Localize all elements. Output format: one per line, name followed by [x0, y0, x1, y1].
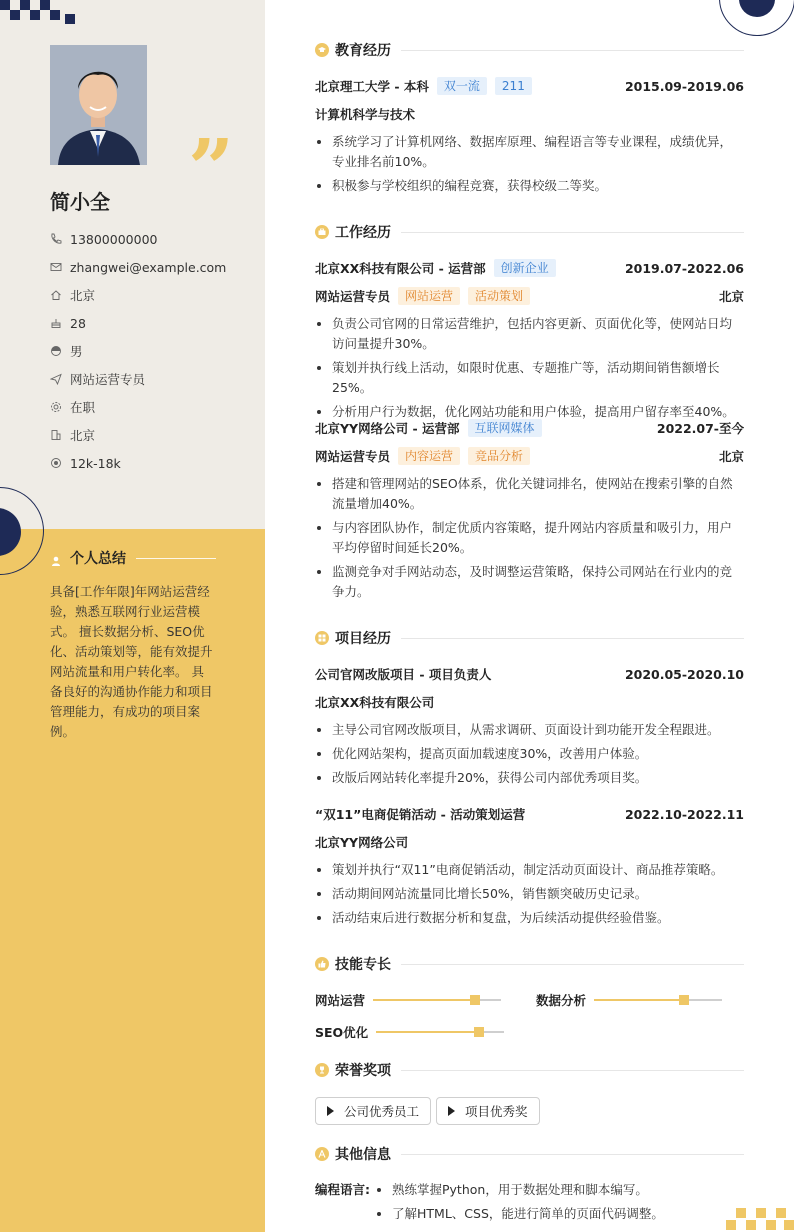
summary-divider: [136, 558, 216, 559]
awards-section-header: [315, 1060, 744, 1080]
summary-text: 具备[工作年限]年网站运营经验，熟悉互联网行业运营模式。 擅长数据分析、SEO优化、活动策划等，能有效提升网站流量和用户转化率。 具备良好的沟通协作能力和项目管理能力，有成功的项目案例。: [50, 584, 213, 739]
info-age: [50, 309, 226, 337]
list-item: 主导公司官网改版项目，从需求调研、页面设计到功能开发全程跟进。: [315, 720, 744, 740]
skill-name: SEO优化: [315, 1025, 369, 1040]
job-role-row: [315, 286, 744, 306]
school-tag: 双一流: [437, 77, 487, 95]
info-target-city: [50, 421, 226, 449]
info-a-icon: [315, 1147, 329, 1161]
job-role-row: [315, 446, 744, 466]
education-divider: [401, 50, 744, 51]
skill-name: 数据分析: [536, 993, 587, 1008]
projects-title: 项目经历: [335, 631, 391, 647]
project-name: 公司官网改版项目 - 项目负责人: [315, 667, 492, 682]
work-divider: [401, 232, 744, 233]
job-bullets: [315, 474, 744, 606]
education-date: 2015.09-2019.06: [624, 78, 744, 94]
skill-level-bar: [594, 999, 722, 1001]
awards-title: 荣誉奖项: [335, 1063, 391, 1079]
list-item: 与内容团队协作，制定优质内容策略，提升网站内容质量和吸引力，用户平均停留时间延长20%。: [315, 518, 744, 558]
role-tag: 网站运营: [398, 287, 460, 305]
list-item: 熟练掌握Python，用于数据处理和脚本编写。: [375, 1180, 745, 1200]
award-item: [315, 1097, 431, 1125]
project-org-row: [315, 832, 744, 852]
summary-title: 个人总结: [70, 551, 126, 567]
building-icon: [50, 429, 62, 441]
info-position: [50, 365, 226, 393]
major-name: 计算机科学与技术: [315, 107, 416, 122]
play-icon: [448, 1106, 455, 1116]
role-tag: 内容运营: [398, 447, 460, 465]
contact-info-list: [50, 225, 226, 477]
avatar: [50, 45, 147, 165]
skill-item: [536, 990, 722, 1010]
grid-icon: [315, 631, 329, 645]
other-bullets: [375, 1180, 745, 1228]
phone-icon: [50, 233, 62, 245]
education-title: 教育经历: [335, 43, 391, 59]
other-label: 编程语言:: [315, 1182, 370, 1197]
info-email: [50, 253, 226, 281]
role-tag: 活动策划: [468, 287, 530, 305]
project-org: 北京YY网络公司: [315, 835, 409, 850]
job-role: 网站运营专员: [315, 449, 391, 464]
skill-level-bar: [376, 1031, 504, 1033]
job-role: 网站运营专员: [315, 289, 391, 304]
gear-icon: [50, 401, 62, 413]
role-tag: 竞品分析: [468, 447, 530, 465]
thumbs-up-icon: [315, 957, 329, 971]
project-date: 2020.05-2020.10: [624, 666, 744, 682]
other-section-header: [315, 1144, 744, 1164]
list-item: 分析用户行为数据，优化网站功能和用户体验，提高用户留存率至40%。: [315, 402, 744, 422]
briefcase-icon: [315, 225, 329, 239]
status-value: 在职: [70, 400, 96, 415]
job-city: 北京: [718, 289, 744, 304]
candidate-name: 简小全: [50, 190, 110, 214]
target-icon: [50, 457, 62, 469]
send-icon: [50, 373, 62, 385]
info-gender: [50, 337, 226, 365]
company-name: 北京XX科技有限公司 - 运营部: [315, 261, 486, 276]
info-salary: [50, 449, 226, 477]
gender-icon: [50, 345, 62, 357]
projects-divider: [401, 638, 744, 639]
education-major-row: [315, 104, 744, 124]
projects-section-header: [315, 628, 744, 648]
checker-decoration-top-left: [0, 0, 75, 24]
list-item: 优化网站架构，提高页面加载速度30%，改善用户体验。: [315, 744, 744, 764]
trophy-icon: [315, 1063, 329, 1077]
company-tag: 创新企业: [494, 259, 556, 277]
work-title: 工作经历: [335, 225, 391, 241]
list-item: 活动期间网站流量同比增长50%，销售额突破历史记录。: [315, 884, 744, 904]
list-item: 积极参与学校组织的编程竞赛，获得校级二等奖。: [315, 176, 744, 196]
work-section-header: [315, 222, 744, 242]
other-divider: [401, 1154, 744, 1155]
list-item: 活动结束后进行数据分析和复盘，为后续活动提供经验借鉴。: [315, 908, 744, 928]
skills-section-header: [315, 954, 744, 974]
skills-title: 技能专长: [335, 957, 391, 973]
info-status: [50, 393, 226, 421]
play-icon: [327, 1106, 334, 1116]
project-org: 北京XX科技有限公司: [315, 695, 435, 710]
list-item: 系统学习了计算机网络、数据库原理、编程语言等专业课程，成绩优异，专业排名前10%。: [315, 132, 744, 172]
education-section-header: [315, 40, 744, 60]
school-tag: 211: [495, 77, 532, 95]
list-item: 监测竞争对手网站动态，及时调整运营策略，保持公司网站在行业内的竞争力。: [315, 562, 744, 602]
quote-mark-icon: ”: [188, 121, 235, 215]
project-name-row: [315, 664, 744, 684]
project-bullets: [315, 720, 744, 792]
skill-item: [315, 990, 501, 1010]
user-icon: [50, 552, 62, 564]
award-label: 公司优秀员工: [344, 1104, 420, 1119]
info-phone: [50, 225, 226, 253]
company-tag: 互联网媒体: [468, 419, 542, 437]
job-date: 2022.07-至今: [656, 421, 744, 436]
gender-value: 男: [70, 344, 83, 359]
list-item: 策划并执行线上活动，如限时优惠、专题推广等，活动期间销售额增长25%。: [315, 358, 744, 398]
project-date: 2022.10-2022.11: [624, 806, 744, 822]
age-value: 28: [70, 315, 86, 331]
target-city-value: 北京: [70, 428, 96, 443]
project-name-row: [315, 804, 744, 824]
list-item: 搭建和管理网站的SEO体系，优化关键词排名，使网站在搜索引擎的自然流量增加40%。: [315, 474, 744, 514]
list-item: 策划并执行“双11”电商促销活动，制定活动页面设计、商品推荐策略。: [315, 860, 744, 880]
skill-name: 网站运营: [315, 993, 366, 1008]
salary-value: 12k-18k: [70, 455, 121, 471]
cake-icon: [50, 317, 62, 329]
position-value: 网站运营专员: [70, 372, 146, 387]
job-company-row: [315, 418, 744, 438]
project-org-row: [315, 692, 744, 712]
list-item: 负责公司官网的日常运营维护，包括内容更新、页面优化等，使网站日均访问量提升30%。: [315, 314, 744, 354]
awards-divider: [401, 1070, 744, 1071]
circle-decoration-right: [719, 0, 794, 36]
email-value: zhangwei@example.com: [70, 259, 227, 275]
home-icon: [50, 289, 62, 301]
job-city: 北京: [718, 449, 744, 464]
skill-item: [315, 1022, 504, 1042]
skill-level-bar: [373, 999, 501, 1001]
phone-value: 13800000000: [70, 231, 158, 247]
school-name: 北京理工大学 - 本科: [315, 79, 429, 94]
mail-icon: [50, 261, 62, 273]
graduation-cap-icon: [315, 43, 329, 57]
location-value: 北京: [70, 288, 96, 303]
skills-divider: [401, 964, 744, 965]
list-item: 了解HTML、CSS，能进行简单的页面代码调整。: [375, 1204, 745, 1224]
other-title: 其他信息: [335, 1147, 391, 1163]
award-label: 项目优秀奖: [465, 1104, 528, 1119]
project-bullets: [315, 860, 744, 932]
education-bullets: [315, 132, 744, 200]
job-date: 2019.07-2022.06: [624, 260, 744, 276]
list-item: 改版后网站转化率提升20%，获得公司内部优秀项目奖。: [315, 768, 744, 788]
job-company-row: [315, 258, 744, 278]
info-location: [50, 281, 226, 309]
summary-header: [50, 548, 216, 568]
project-name: “双11”电商促销活动 - 活动策划运营: [315, 807, 526, 822]
job-bullets: [315, 314, 744, 426]
education-school-row: [315, 76, 744, 96]
award-item: [436, 1097, 540, 1125]
company-name: 北京YY网络公司 - 运营部: [315, 421, 460, 436]
